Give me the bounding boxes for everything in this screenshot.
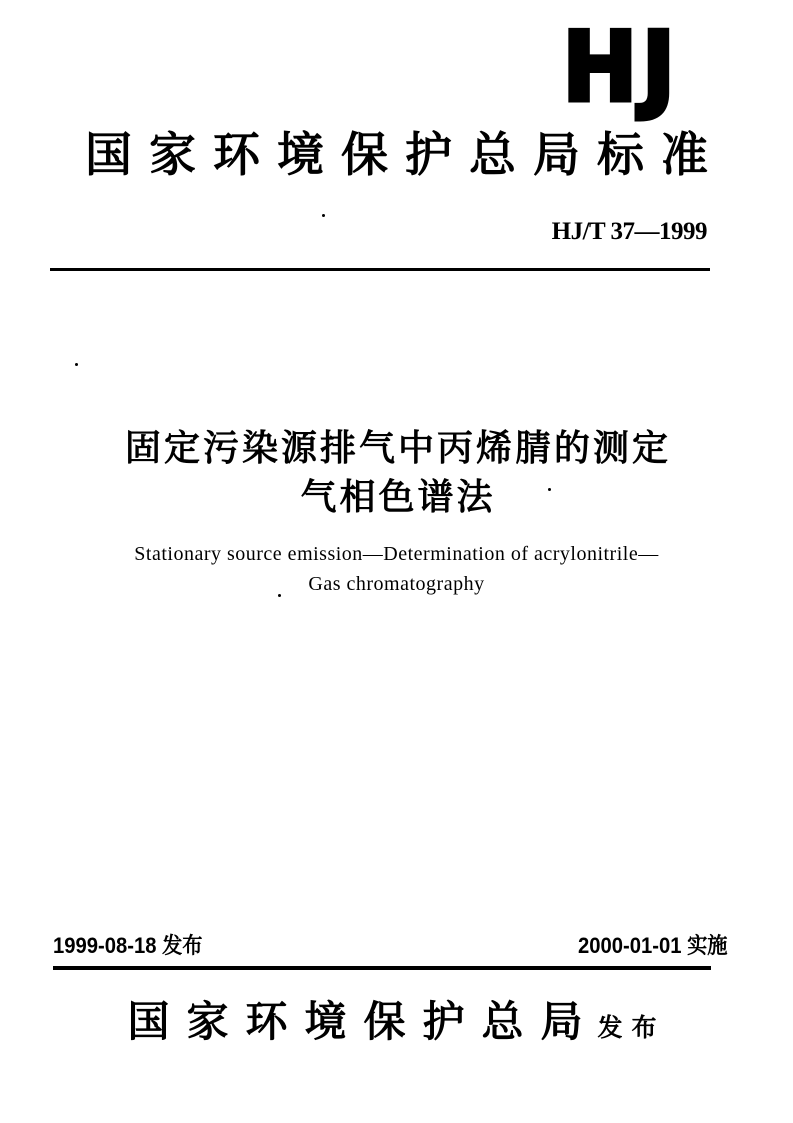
publisher-suffix-label: 发布	[597, 1015, 666, 1042]
document-subtitle-line2: Gas chromatography	[308, 573, 485, 595]
publisher-name: 国家环境保护总局	[127, 1000, 600, 1046]
issue-date	[53, 933, 203, 959]
issue-date-label: 发布	[162, 933, 203, 958]
document-title-line1: 固定污染源排气中丙烯腈的测定	[124, 428, 671, 468]
document-subtitle-line1: Stationary source emission—Determination of acrylonitrile—	[134, 543, 659, 565]
scan-speck	[75, 363, 78, 366]
document-title	[0, 424, 793, 522]
standard-number: HJ/T 37—1999	[551, 218, 707, 245]
document-subtitle-english	[0, 539, 793, 599]
document-title-line2: 气相色谱法	[300, 477, 496, 517]
footer-rule	[53, 966, 711, 970]
org-standard-title: 国家环境保护总局标准	[85, 130, 725, 182]
publisher-line	[0, 998, 793, 1048]
implementation-date-label: 实施	[687, 933, 728, 958]
scan-speck	[548, 488, 551, 491]
hj-logo: HJ	[562, 13, 680, 123]
implementation-date-value: 2000-01-01	[578, 933, 682, 958]
header-rule	[50, 268, 710, 271]
issue-date-value: 1999-08-18	[53, 933, 157, 958]
scan-speck	[322, 214, 325, 217]
implementation-date	[578, 933, 728, 959]
scan-speck	[278, 594, 281, 597]
